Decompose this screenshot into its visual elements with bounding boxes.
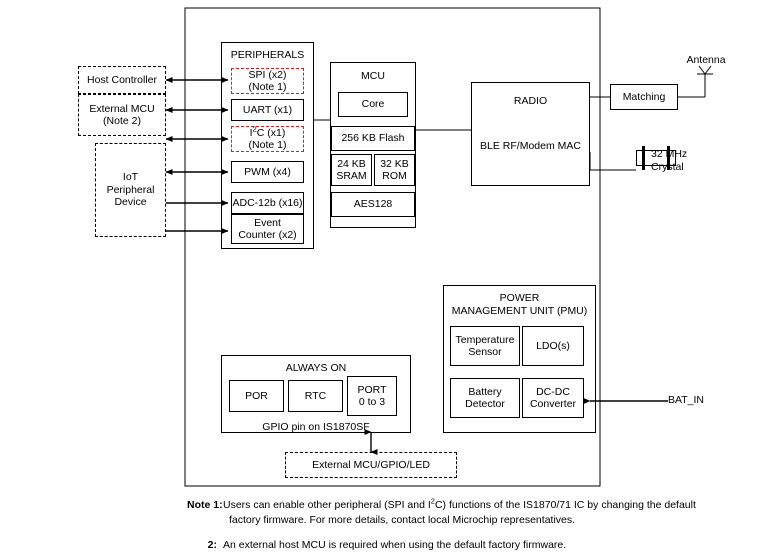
spi-note: (Note 1) [248, 81, 287, 93]
adc-label: ADC-12b (x16) [232, 196, 303, 209]
pmu-dcdc-converter [522, 378, 584, 418]
note-2-label: 2: [207, 539, 217, 551]
peripherals-title: PERIPHERALS [230, 49, 305, 61]
rtc-label: RTC [304, 389, 327, 402]
pmu-ldo [522, 326, 584, 366]
peripheral-event-counter [231, 214, 304, 244]
peripheral-adc [231, 192, 304, 214]
always-on-rtc [288, 380, 343, 412]
mcu-core-label: Core [361, 98, 385, 111]
port-label-1: PORT [357, 383, 387, 396]
external-mcu-note: (Note 2) [103, 115, 141, 127]
external-mcu-gpio-led-block [285, 452, 457, 478]
matching-block [610, 84, 678, 110]
pwm-label: PWM (x4) [244, 165, 291, 178]
bat-in-label: BAT_IN [668, 394, 704, 406]
mcu-aes128 [331, 192, 415, 217]
crystal-plate-left [642, 146, 645, 170]
external-mcu-label: External MCU [89, 102, 155, 115]
note-1-label: Note 1: [187, 499, 223, 511]
temp-sensor-label-1: Temperature [455, 333, 515, 346]
i2c-label: $I^2C$ (x1) [249, 124, 286, 139]
iot-label-1: IoT [122, 171, 139, 184]
note-2-text-1: An external host MCU is required when using the default factory firmware. [223, 539, 567, 551]
peripheral-pwm [231, 161, 304, 183]
pmu-temperature-sensor [450, 326, 520, 366]
mcu-core [338, 92, 408, 117]
mcu-title: MCU [361, 70, 385, 82]
por-label: POR [245, 389, 268, 402]
external-mcu-gpio-led-label: External MCU/GPIO/LED [312, 458, 430, 471]
event-counter-label-2: Counter (x2) [238, 229, 297, 241]
matching-label: Matching [622, 90, 666, 103]
i2c-note: (Note 1) [248, 139, 287, 151]
event-counter-label-1: Event [254, 216, 281, 229]
mcu-aes-label: AES128 [353, 198, 393, 211]
uart-label: UART (x1) [242, 103, 293, 116]
iot-peripheral-device-block [95, 143, 166, 237]
radio-title: RADIO [513, 95, 548, 107]
temp-sensor-label-2: Sensor [468, 346, 502, 358]
pmu-battery-detector [450, 378, 520, 418]
gpio-pin-note: GPIO pin on IS1870SF [262, 421, 370, 433]
pmu-title-2: MANAGEMENT UNIT (PMU) [451, 305, 588, 317]
note-1-text-2: factory firmware. For more details, contact local Microchip representatives. [229, 514, 576, 527]
mcu-sram-size: 24 KB [337, 157, 366, 170]
host-controller-label: Host Controller [86, 73, 158, 86]
pmu-title-1: POWER [499, 292, 540, 304]
battery-detector-label-2: Detector [465, 398, 505, 410]
mcu-rom-size: 32 KB [380, 157, 409, 170]
dcdc-label-2: Converter [529, 398, 577, 410]
mcu-sram-label: SRAM [336, 170, 367, 182]
crystal-freq-label: 32 MHz [651, 148, 688, 160]
external-mcu-block [78, 94, 166, 136]
iot-label-2: Peripheral [106, 183, 155, 196]
crystal-label: Crystal [651, 161, 684, 173]
mcu-rom [374, 154, 415, 186]
spi-label: SPI (x2) [248, 68, 287, 81]
mcu-flash-label: 256 KB Flash [341, 132, 405, 145]
antenna-label: Antenna [686, 54, 726, 66]
mcu-flash [331, 126, 415, 151]
iot-label-3: Device [114, 196, 147, 209]
dcdc-label-1: DC-DC [536, 385, 570, 398]
ldo-label: LDO(s) [536, 339, 570, 352]
battery-detector-label-1: Battery [468, 385, 502, 398]
note-2 [187, 538, 757, 553]
peripheral-spi [231, 68, 304, 94]
host-controller-block [78, 66, 166, 94]
radio-ble-label: BLE RF/Modem MAC [480, 140, 581, 152]
note-1-text-1: Users can enable other peripheral (SPI and $I^2C$) functions of the IS1870/71 IC by changing the default [223, 496, 696, 511]
peripheral-i2c [231, 126, 304, 152]
mcu-rom-label: ROM [382, 170, 407, 182]
always-on-port [347, 376, 397, 416]
port-label-2: 0 to 3 [358, 396, 386, 408]
note-1 [187, 498, 757, 528]
always-on-title: ALWAYS ON [285, 362, 347, 374]
peripheral-uart [231, 99, 304, 121]
mcu-sram [331, 154, 372, 186]
always-on-por [229, 380, 284, 412]
